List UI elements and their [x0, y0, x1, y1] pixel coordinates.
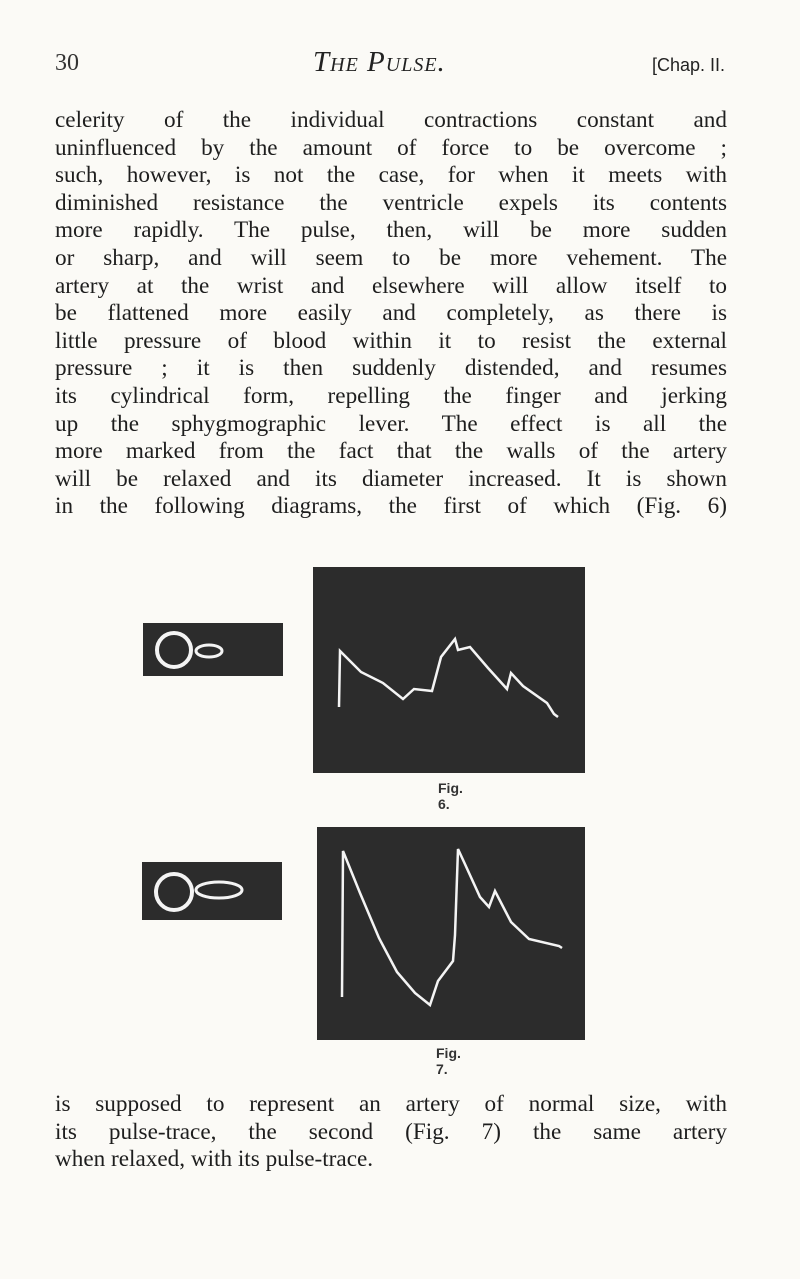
- page-number: 30: [55, 50, 79, 76]
- text-line: its cylindrical form, repelling the finger and jerking: [55, 382, 727, 409]
- text-line: pressure ; it is then suddenly distended, and resumes: [55, 355, 727, 382]
- artery-cross-section-block: [142, 862, 282, 920]
- text-line: little pressure of blood within it to resist the external: [55, 327, 727, 354]
- pulse-trace-line: [313, 567, 585, 773]
- text-line: such, however, is not the case, for when it meets with: [55, 162, 727, 189]
- pulse-trace-line: [317, 827, 585, 1040]
- running-head: [55, 46, 725, 86]
- text-line: or sharp, and will seem to be more vehement. The: [55, 244, 727, 271]
- figure-caption: Fig. 6.: [438, 780, 463, 812]
- artery-cross-section-block: [143, 623, 283, 676]
- text-line: artery at the wrist and elsewhere will allow itself to: [55, 272, 727, 299]
- text-line: when relaxed, with its pulse-trace.: [55, 1146, 374, 1173]
- artery-cross-section-icon: [142, 862, 282, 920]
- text-line: is supposed to represent an artery of normal size, with: [55, 1091, 727, 1117]
- text-line: uninfluenced by the amount of force to be overcome ;: [55, 134, 727, 161]
- text-line: will be relaxed and its diameter increased. It is shown: [55, 465, 727, 492]
- body-paragraph: [55, 107, 727, 521]
- text-line: more rapidly. The pulse, then, will be more sudden: [55, 217, 727, 244]
- text-line: up the sphygmographic lever. The effect is all the: [55, 410, 727, 437]
- closing-paragraph: [55, 1091, 727, 1174]
- text-line: celerity of the individual contractions constant and: [55, 107, 727, 133]
- text-line: in the following diagrams, the first of which (Fig. 6): [55, 493, 727, 520]
- pulse-trace-block: [313, 567, 585, 773]
- artery-cross-section-icon: [143, 623, 283, 676]
- text-line: be flattened more easily and completely, as there is: [55, 300, 727, 327]
- pulse-trace-block: [317, 827, 585, 1040]
- text-line: more marked from the fact that the walls of the artery: [55, 438, 727, 465]
- figure-caption: Fig. 7.: [436, 1045, 461, 1077]
- page-title: The Pulse.: [313, 46, 446, 78]
- chapter-reference: [Chap. II.: [651, 55, 725, 75]
- text-line: diminished resistance the ventricle expels its contents: [55, 189, 727, 216]
- text-line: its pulse-trace, the second (Fig. 7) the same artery: [55, 1118, 727, 1145]
